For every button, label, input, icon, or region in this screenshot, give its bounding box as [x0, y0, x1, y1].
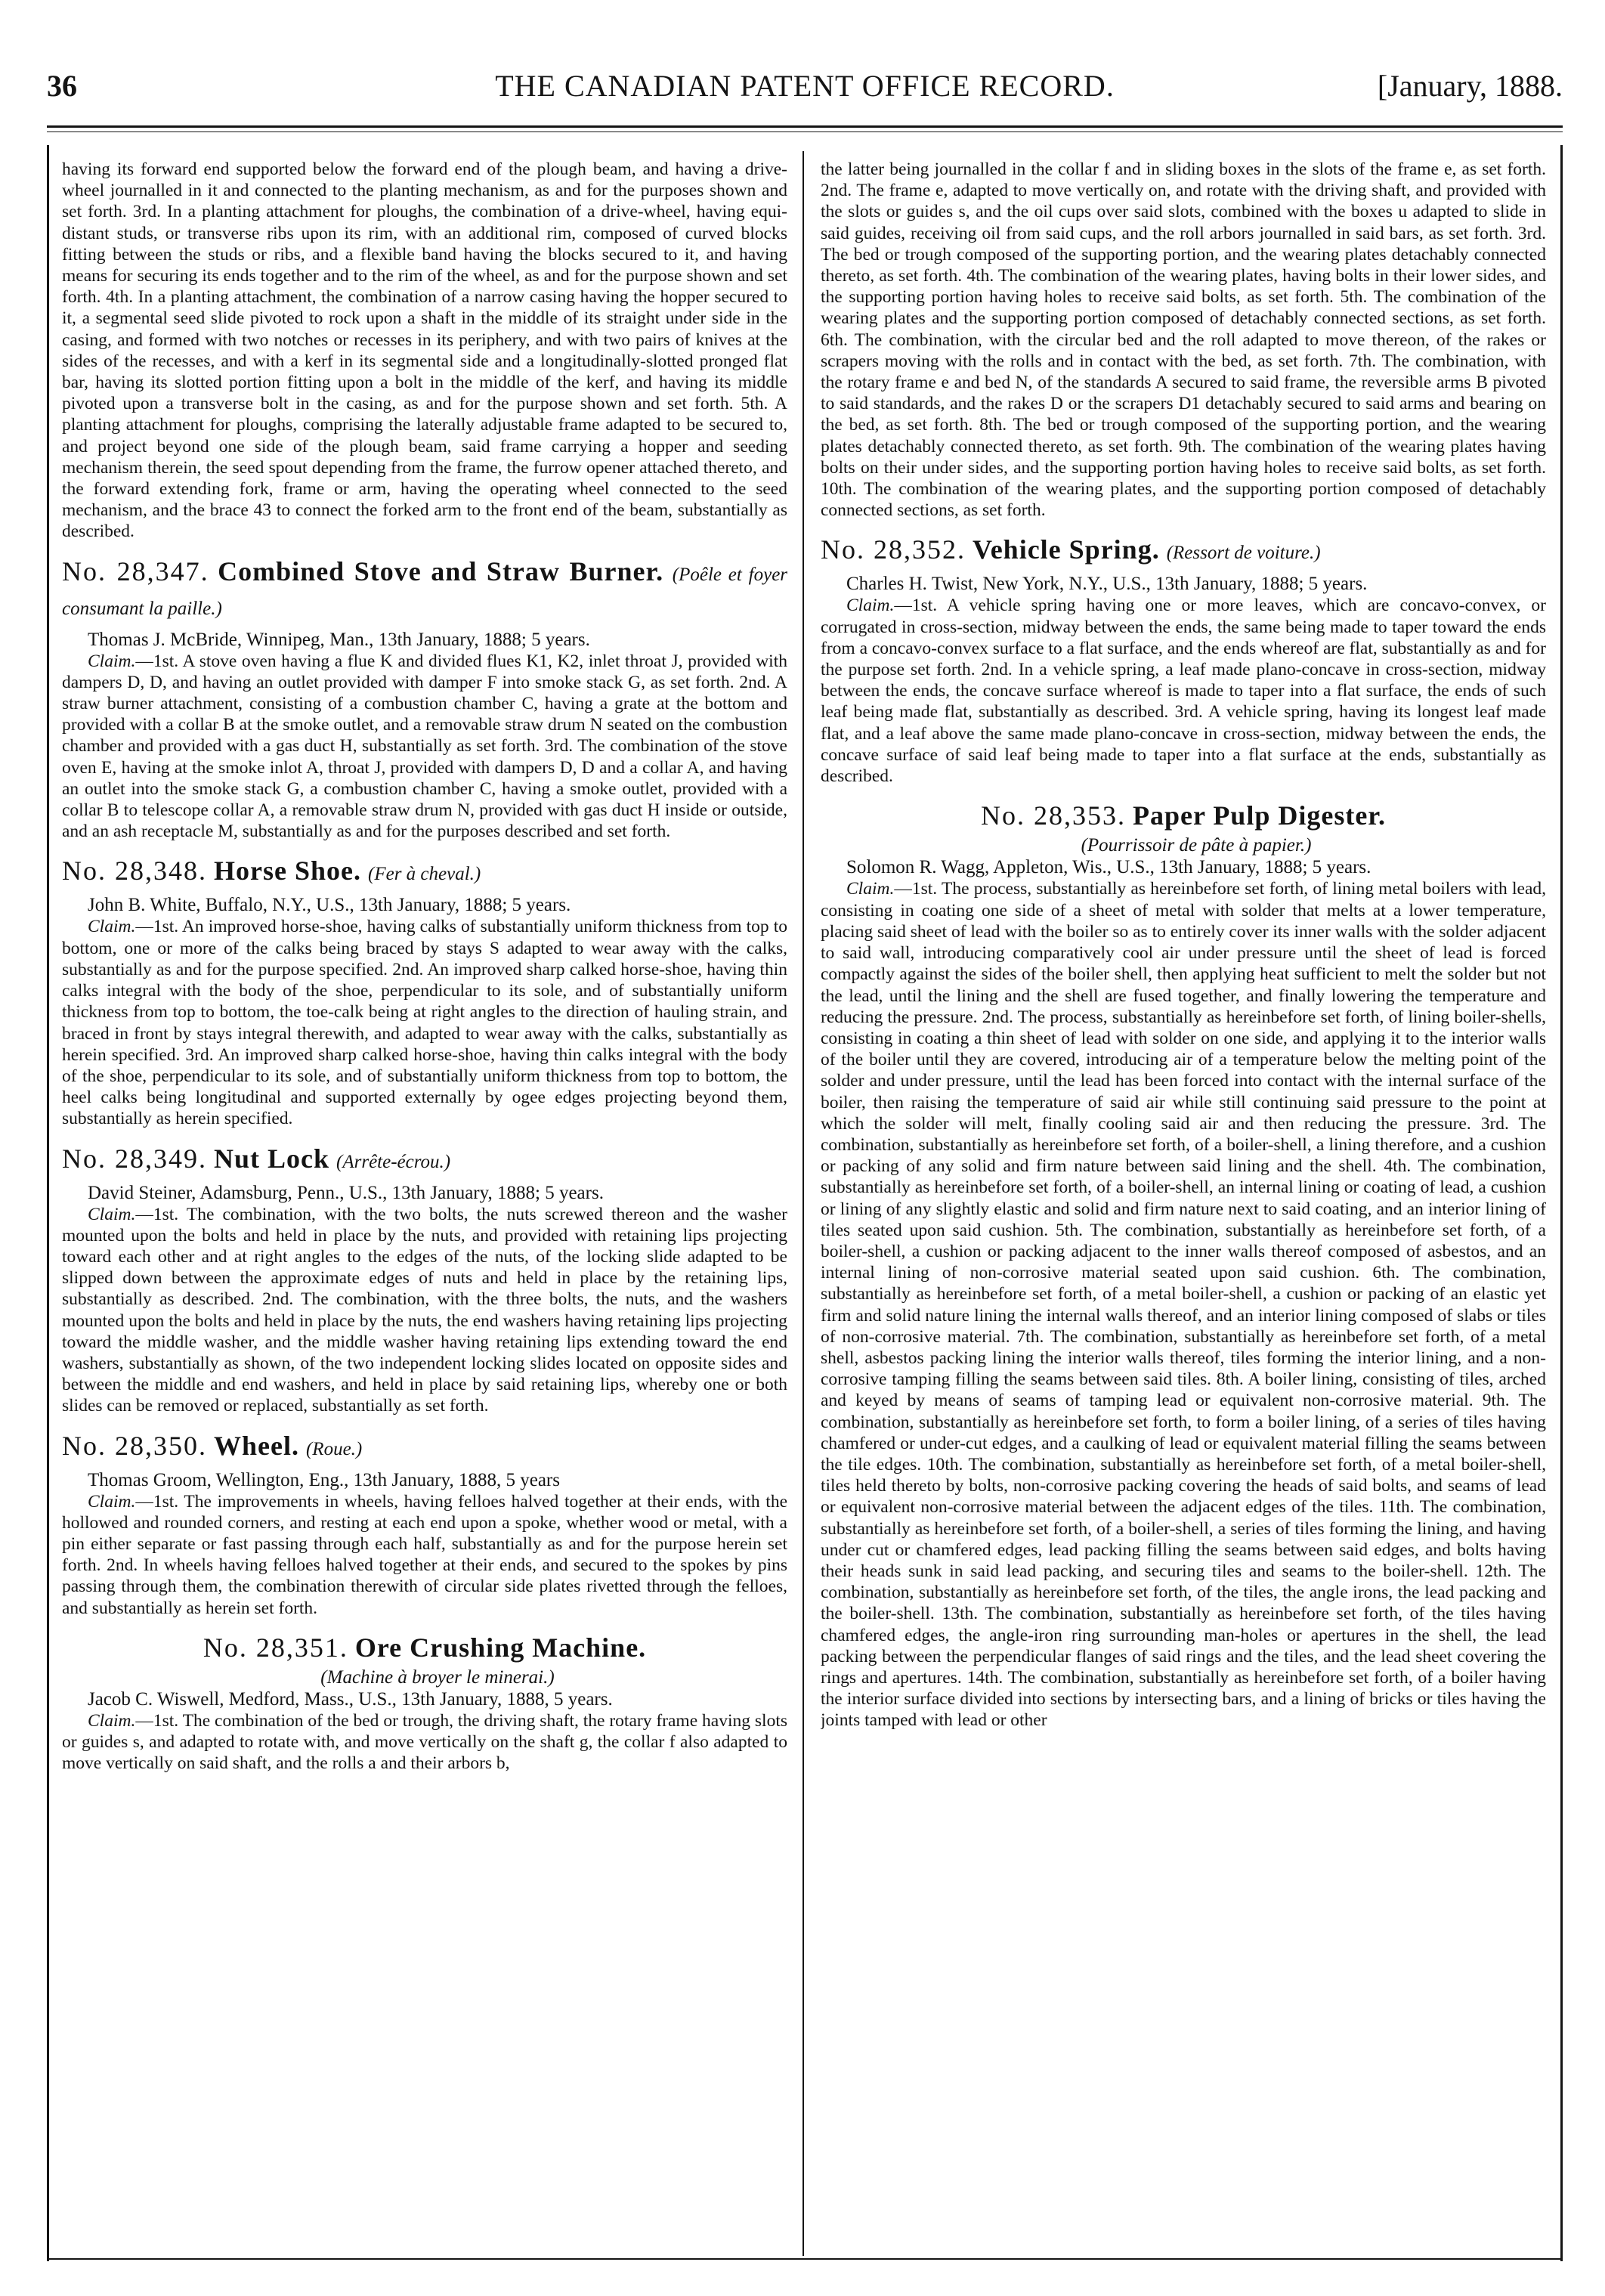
- patent-heading: [821, 534, 1546, 568]
- inventor-line: David Steiner, Adamsburg, Penn., U.S., 13th January, 1888; 5 years.: [88, 1182, 604, 1203]
- patent-entry: [62, 556, 787, 843]
- claim-text: [821, 878, 1546, 1731]
- continued-claim-text: the latter being journalled in the collar f and in sliding boxes in the slots of the frame e, as set forth. 2nd. The frame e, adapted to move vertically on, and rotate with the driving shaft, and provided with the slots or guides s, and the oil cups over said slots, combined with the boxes u adapted to slide in said guides, receiving oil from said cups, and the roll arbors journalled in said bars, as set forth. 3rd. The bed or trough composed of the supporting portion, and the wearing plates detachably connected thereto, as set forth. 4th. The combination of the wearing plates, having bolts in their lower sides, and the supporting portion having holes to receive said bolts, as set forth. 5th. The combination of the wearing plates and the supporting portion composed of detachably connected sections, as set forth. 6th. The combination, with the circular bed and the roll adapted to move thereon, of the rakes or scrapers moving with the rolls and in contact with the bed, as set forth. 7th. The combination, with the rotary frame e and bed N, of the standards A secured to said frame, the reversible arms B pivoted to said standards, and the rakes D or the scrapers D1 detachably secured to said arms and bearing on the bed, as set forth. 8th. The bed or trough composed of the supporting portion, and the wearing plates detachably connected thereto, as set forth. 9th. The combination of the wearing plates having bolts on their under sides, and the supporting portion having holes to receive said bolts, as set forth. 10th. The combination of the wearing plates, and the supporting portion composed of detachably connected sections, as set forth.: [821, 159, 1546, 521]
- patent-heading: [62, 1632, 787, 1663]
- footer-rule: [47, 2258, 1563, 2260]
- patent-french-name: (Fer à cheval.): [368, 864, 481, 885]
- patent-heading: [821, 800, 1546, 831]
- column-divider: [802, 151, 804, 2256]
- patent-heading: [62, 1431, 787, 1465]
- claim-label: Claim.: [88, 1491, 136, 1512]
- patent-number: No. 28,347.: [62, 555, 209, 586]
- patent-french-name: (Ressort de voiture.): [1166, 543, 1321, 564]
- continued-claim-text: having its forward end supported below the forward end of the plough beam, and having a drive-wheel journalled in it and connected to the planting mechanism, as and for the purposes shown and set forth. 3rd. In a planting attachment for ploughs, the combination of a drive-wheel, having equi-distant studs, or transverse ribs upon its rim, with an additional rim, composed of curved blocks fitting between the studs or ribs, and a flexible band having the blocks secured to it, and having means for securing its ends together and to the rim of the wheel, as and for the purpose shown and set forth. 4th. In a planting attachment, the combination of a narrow casing having the hopper secured to it, a segmental seed slide pivoted to rock upon a shaft in the middle of its straight under side in the casing, and formed with two notches or recesses in its periphery, and with two pairs of knives at the sides of the recesses, and with a kerf in its segmental side and a longitudinally-slotted pronged flat bar, having its slotted portion fitting upon a bolt in the middle of the kerf, and having its middle pivoted upon a transverse bolt in the casing, as and for the purpose shown and set forth. 5th. A planting attachment for ploughs, comprising the laterally adjustable frame adapted to be secured to, and project beyond one side of the plough beam, said frame carrying a hopper and seeding mechanism therein, the seed spout depending from the frame, the furrow opener attached thereto, and the forward extending fork, frame or arm, having the operating wheel connected to the seed mechanism, and the brace 43 to connect the forked arm to the front end of the beam, substantially as described.: [62, 159, 787, 542]
- claim-label: Claim.: [846, 596, 895, 616]
- claim-text: [62, 1491, 787, 1619]
- patent-entry: [821, 800, 1546, 1731]
- patent-french-name: (Machine à broyer le minerai.): [320, 1666, 555, 1688]
- patent-french-name: (Pourrissoir de pâte à papier.): [1081, 835, 1312, 856]
- right-column: [821, 159, 1546, 2252]
- issue-date: [January, 1888.: [1377, 69, 1563, 103]
- patent-number: No. 28,349.: [62, 1143, 207, 1174]
- claim-text: [62, 651, 787, 843]
- patent-entry: [821, 534, 1546, 787]
- inventor-line: Jacob C. Wiswell, Medford, Mass., U.S., 13th January, 1888, 5 years.: [88, 1688, 613, 1710]
- claim-body: —1st. The improvements in wheels, having felloes halved together at their ends, with the hollowed and rounded corners, and resting at each end upon a spoke, whether wood or metal, with a pin either separate or fast passing through each half, substantially as and for the purpose herein set forth. 2nd. In wheels having felloes halved together at their ends, and secured to the spokes by pins passing through them, the combination therewith of circular side plates rivetted through the felloes, and substantially as herein set forth.: [62, 1491, 787, 1618]
- inventor-line: Thomas J. McBride, Winnipeg, Man., 13th January, 1888; 5 years.: [88, 629, 590, 650]
- claim-label: Claim.: [88, 1204, 136, 1224]
- claim-body: —1st. The process, substantially as hereinbefore set forth, of lining metal boilers with lead, consisting in coating one side of a sheet of metal with solder that melts at a lower temperature, placing said sheet of lead with the boiler so as to entirely cover its inner walls with the solder adjacent to said wall, introducing comparatively cool air under pressure until the sheet of lead is forced compactly against the sides of the boiler shell, then applying heat sufficient to melt the solder but not the lead, until the lining and the shell are fused together, and finally lowering the temperature and reducing the pressure. 2nd. The process, substantially as hereinbefore set forth, of lining boiler-shells, consisting in coating a thin sheet of lead with solder on one side, and applying it to the interior walls of the boiler until they are covered, introducing air of a temperature below the melting point of the solder and under pressure, until the lead has been forced into contact with the internal surface of the boiler, then raising the temperature of said air while still continuing said pressure to the point at which the solder will melt, finally cooling said air and then reducing the pressure. 3rd. The combination, substantially as hereinbefore set forth, of a boiler-shell, a lining therefore, and a cushion or packing of any solid and firm nature between said lining and the shell. 4th. The combination, substantially as hereinbefore set forth, of a boiler-shell, an internal lining or coating of lead, a cushion or lining of any slightly elastic and solid and firm nature next to said coating, and an interior lining of tiles seated upon said cushion. 5th. The combination, substantially as hereinbefore set forth, of a boiler-shell, a cushion or packing adjacent to the inner walls thereof composed of asbestos, and an internal lining of non-corrosive material seated upon said cushion. 6th. The combination, substantially as hereinbefore set forth, of a metal boiler-shell, a cushion or packing of an elastic yet firm and solid nature lining the internal walls thereof, and an interior lining composed of slabs or tiles of non-corrosive material. 7th. The combination, substantially as hereinbefore set forth, of a metal shell, asbestos packing lining the interior walls thereof, tiles forming the interior lining, and a non-corrosive tamping filling the seams between said tiles. 8th. A boiler lining, consisting of tiles, arched and keyed by means of seams of tamping lead or equivalent non-corrosive material. 9th. The combination, substantially as hereinbefore set forth, to form a boiler lining, of a series of tiles having chamfered or under-cut edges, and a caulking of lead or equivalent material filling the seams between the tile edges. 10th. The combination, substantially as hereinbefore set forth, of a metal boiler-shell, tiles held thereto by bolts, non-corrosive packing covering the heads of said bolts, and seams of lead or equivalent non-corrosive material between the adjacent edges of the tiles. 11th. The combination, substantially as hereinbefore set forth, of a boiler-shell, a series of tiles forming the lining, and having under cut or chamfered edges, lead packing filling the seams between said edges, and bolts having their heads sunk in said lead packing, and securing tiles and seams to the boiler-shell. 12th. The combination, substantially as hereinbefore set forth, of the tiles, the angle irons, the lead packing and the boiler-shell. 13th. The combination, substantially as hereinbefore set forth, of the tiles having chamfered edges, the angle-iron ring surrounding man-holes or apertures in the shell, the lead packing between the perpendicular flanges of said rings and the tiles, and the lead sheet covering the rings and apertures. 14th. The combination, substantially as hereinbefore set forth, of a boiler having the interior surface divided into sections by intersecting bars, and a lining of bricks or tiles having the joints tamped with lead or other: [821, 879, 1546, 1731]
- claim-body: —1st. The combination of the bed or trough, the driving shaft, the rotary frame having slots or guides s, and adapted to rotate with, and move vertically on the shaft g, the collar f also adapted to move vertically on said shaft, and the rolls a and their arbors b,: [62, 1710, 787, 1774]
- inventor-line: John B. White, Buffalo, N.Y., U.S., 13th January, 1888; 5 years.: [88, 895, 571, 916]
- inventor-line: Charles H. Twist, New York, N.Y., U.S., 13th January, 1888; 5 years.: [846, 574, 1368, 595]
- patent-heading: [62, 856, 787, 890]
- claim-text: [821, 595, 1546, 787]
- header-rule-thick: [47, 125, 1563, 128]
- claim-body: —1st. An improved horse-shoe, having calks of substantially uniform thickness from top to bottom, one or more of the calks being braced by stays S adapted to wear away with the calks, substantially as and for the purpose specified. 2nd. An improved sharp calked horse-shoe, having thin calks integral with the body of the shoe, perpendicular to its sole, and of substantially uniform thickness from top to bottom, the toe-calk being at right angles to the direction of hauling strain, and braced in front by stays integral therewith, and adapted to wear away with the calks, substantially as herein specified. 3rd. An improved sharp calked horse-shoe, having thin calks integral with the body of the shoe, perpendicular to its sole, and of substantially uniform thickness from top to bottom, the heel calks being longitudinal and supported externally by ogee edges projecting beyond them, substantially as herein specified.: [62, 917, 787, 1129]
- patent-french-name: (Arrête-écrou.): [336, 1151, 451, 1172]
- patent-number: No. 28,351.: [203, 1632, 348, 1663]
- patent-entry: [62, 1143, 787, 1417]
- patent-name: Ore Crushing Machine.: [354, 1632, 647, 1663]
- patent-name: Nut Lock: [214, 1143, 330, 1174]
- patent-heading: [62, 556, 787, 624]
- inventor-line: Thomas Groom, Wellington, Eng., 13th January, 1888, 5 years: [88, 1469, 560, 1490]
- patent-name: Paper Pulp Digester.: [1133, 800, 1386, 831]
- claim-label: Claim.: [88, 1710, 136, 1731]
- claim-label: Claim.: [88, 651, 136, 671]
- patent-heading: [62, 1143, 787, 1177]
- page-header: [47, 68, 1563, 113]
- patent-name: Combined Stove and Straw Burner.: [218, 555, 664, 586]
- page-number: 36: [47, 69, 77, 103]
- claim-text: [62, 1710, 787, 1775]
- patent-number: No. 28,350.: [62, 1430, 207, 1461]
- claim-body: —1st. The combination, with the two bolts, the nuts screwed thereon and the washer mounted upon the bolts and held in place by the nuts, and provided with retaining lips projecting toward each other and at right angles to the edges of the nuts, of the locking slide adapted to be slipped down between the approximate edges of nuts and held in place by the retaining lips, substantially as described. 2nd. The combination, with the three bolts, the nuts, and the washers mounted upon the bolts and held in place by the nuts, the end washers having retaining lips projecting toward the middle washer, and the middle washer having retaining lips extending toward the end washers, substantially as shown, of the two independent locking slides located on opposite sides and between the middle and end washers, and held in place by said retaining lips, whereby one or both slides can be removed or replaced, substantially as set forth.: [62, 1204, 787, 1416]
- patent-entry: [62, 1431, 787, 1619]
- patent-number: No. 28,352.: [821, 534, 966, 565]
- claim-body: —1st. A stove oven having a flue K and divided flues K1, K2, inlet throat J, provided with dampers D, D, and having an outlet provided with damper F into smoke stack G, as set forth. 2nd. A straw burner attachment, consisting of a combustion chamber C, having a grate at the bottom and provided with a collar B at the smoke outlet, and a removable straw drum N seated on the combustion chamber and provided with a gas duct H, substantially as set forth. 3rd. The combination of the stove oven E, having at the smoke inlot A, throat J, provided with dampers D, D and a collar A, and having an outlet into the smoke stack G, a combustion chamber C, having a smoke outlet, provided with a collar B to telescope collar A, a removable straw drum N, provided with gas duct H inside or outside, and an ash receptacle M, substantially as and for the purposes described and set forth.: [62, 651, 787, 842]
- patent-name: Horse Shoe.: [214, 856, 361, 887]
- patent-name: Vehicle Spring.: [973, 534, 1160, 565]
- patent-number: No. 28,353.: [981, 800, 1126, 831]
- claim-text: [62, 916, 787, 1129]
- claim-body: —1st. A vehicle spring having one or more leaves, which are concavo-convex, or corrugated in cross-section, midway between the ends, the same being made to taper toward the ends from a concavo-convex surface to a flat surface, and the ends whereof are flat, substantially as and for the purpose set forth. 2nd. In a vehicle spring, a leaf made plano-concave in cross-section, midway between the ends, the concave surface whereof is made to taper into a flat surface, the ends of such leaf being made flat, substantially as described. 3rd. A vehicle spring, having its longest leaf made flat, and a leaf above the same made plano-concave in cross-section, midway between the ends, the concave surface of said leaf being made to taper into a flat surface at the ends, substantially as described.: [821, 596, 1546, 787]
- publication-title: THE CANADIAN PATENT OFFICE RECORD.: [495, 69, 1115, 103]
- patent-number: No. 28,348.: [62, 856, 207, 887]
- patent-entry: [62, 856, 787, 1129]
- patent-name: Wheel.: [214, 1430, 299, 1461]
- claim-text: [62, 1204, 787, 1417]
- patent-french-name: (Poêle et foyer consumant la paille.): [62, 564, 787, 619]
- patent-entry: [62, 1632, 787, 1775]
- patent-french-name: (Roue.): [305, 1438, 363, 1459]
- claim-label: Claim.: [88, 917, 136, 937]
- inventor-line: Solomon R. Wagg, Appleton, Wis., U.S., 13th January, 1888; 5 years.: [846, 857, 1372, 878]
- left-column: [62, 159, 787, 2252]
- claim-label: Claim.: [846, 879, 895, 899]
